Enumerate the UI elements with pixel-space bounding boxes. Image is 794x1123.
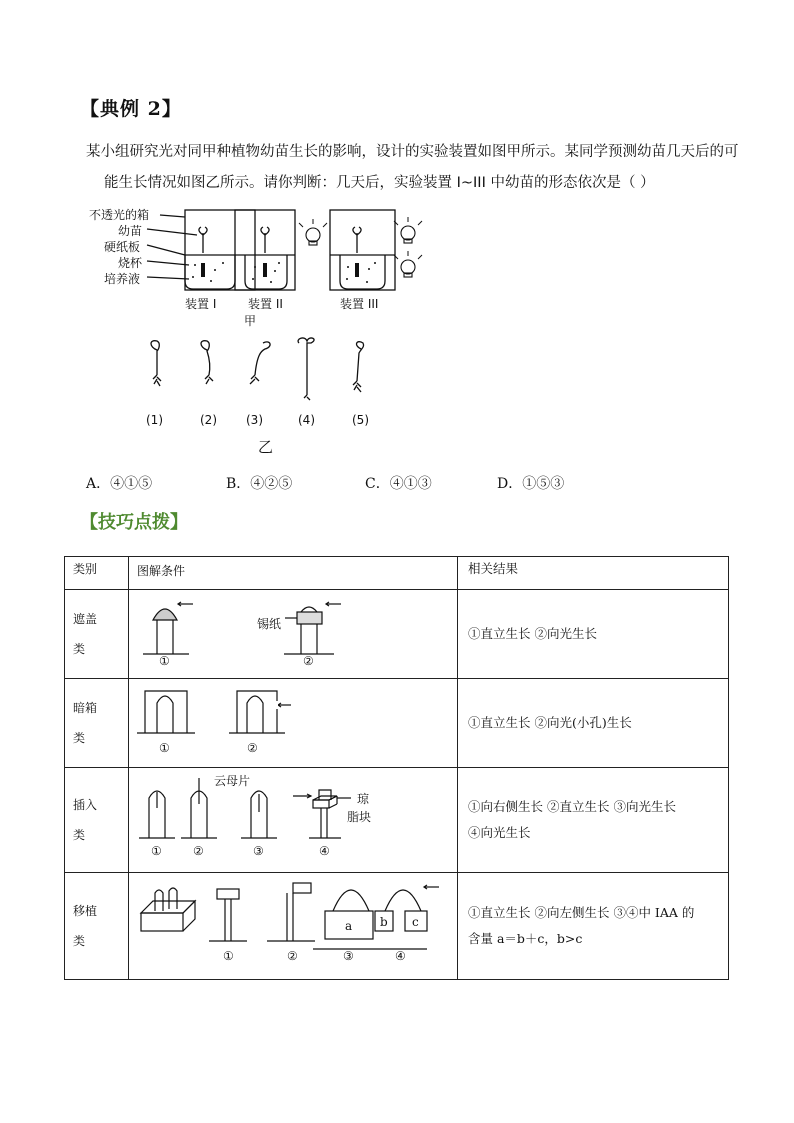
row-category bbox=[65, 873, 129, 980]
header-figure: 图解条件 bbox=[129, 557, 458, 590]
result-line-1: ①直立生长 ②向左侧生长 ③④中 IAA 的 bbox=[468, 905, 695, 920]
table-row bbox=[65, 679, 729, 768]
yi-label-5: (5) bbox=[352, 413, 369, 427]
category-line-1: 遮盖 bbox=[73, 612, 98, 626]
tips-table bbox=[64, 556, 729, 980]
agar-label-2: 脂块 bbox=[347, 810, 372, 824]
agar-label-1: 琼 bbox=[357, 792, 370, 806]
row-figure bbox=[129, 873, 458, 980]
result-line-2: 含量 a＝b＋c，b>c bbox=[468, 931, 583, 946]
block-c-label: c bbox=[412, 915, 419, 929]
row-result bbox=[458, 873, 729, 980]
insert-diagram bbox=[129, 768, 449, 872]
result-line-1: ①直立生长 ②向光生长 bbox=[468, 626, 597, 641]
fig-label: ① bbox=[159, 654, 170, 668]
table-header-row bbox=[65, 557, 729, 590]
result-line-1: ①向右侧生长 ②直立生长 ③向光生长 bbox=[468, 799, 676, 814]
fig-label: ① bbox=[151, 844, 162, 858]
option-d[interactable]: D．①⑤③ bbox=[497, 476, 565, 492]
row-category bbox=[65, 679, 129, 768]
device-1-label: 装置 I bbox=[185, 297, 217, 311]
tinfoil-label: 锡纸 bbox=[257, 617, 282, 631]
example-title: 【典例 2】 bbox=[80, 98, 182, 120]
tips-title: 【技巧点拨】 bbox=[80, 512, 188, 533]
block-b-label: b bbox=[380, 915, 388, 929]
device-2-label: 装置 II bbox=[248, 297, 283, 311]
yi-label-2: (2) bbox=[200, 413, 217, 427]
category-line-2: 类 bbox=[73, 731, 86, 745]
dark-box-diagram bbox=[129, 679, 449, 767]
question-line-2: 能生长情况如图乙所示。请你判断：几天后，实验装置 I~III 中幼苗的形态依次是（ ） bbox=[104, 175, 655, 191]
row-figure bbox=[129, 590, 458, 679]
fig-label: ③ bbox=[253, 844, 264, 858]
label-seedling: 幼苗 bbox=[118, 224, 143, 238]
category-line-2: 类 bbox=[73, 642, 86, 656]
row-result bbox=[458, 768, 729, 873]
result-line-2: ④向光生长 bbox=[468, 825, 531, 840]
label-cardboard: 硬纸板 bbox=[104, 240, 141, 254]
header-category: 类别 bbox=[65, 557, 129, 590]
transplant-diagram bbox=[129, 873, 449, 979]
fig-label: ③ bbox=[343, 949, 354, 963]
fig-label: ② bbox=[193, 844, 204, 858]
category-line-2: 类 bbox=[73, 934, 86, 948]
yi-label-3: (3) bbox=[246, 413, 263, 427]
row-category bbox=[65, 590, 129, 679]
yi-label-1: (1) bbox=[146, 413, 163, 427]
row-result bbox=[458, 679, 729, 768]
option-c[interactable]: C．④①③ bbox=[365, 476, 432, 492]
table-row bbox=[65, 590, 729, 679]
fig-label: ② bbox=[287, 949, 298, 963]
category-line-1: 插入 bbox=[73, 798, 98, 812]
fig-label: ① bbox=[223, 949, 234, 963]
fig-label: ② bbox=[303, 654, 314, 668]
category-line-1: 暗箱 bbox=[73, 701, 98, 715]
row-figure bbox=[129, 768, 458, 873]
label-solution: 培养液 bbox=[104, 272, 141, 286]
row-result bbox=[458, 590, 729, 679]
option-b[interactable]: B．④②⑤ bbox=[226, 476, 293, 492]
question-line-1: 某小组研究光对同甲种植物幼苗生长的影响，设计的实验装置如图甲所示。某同学预测幼苗几天后的可 bbox=[86, 144, 739, 160]
fig-label: ④ bbox=[395, 949, 406, 963]
label-box: 不透光的箱 bbox=[89, 208, 150, 222]
header-result: 相关结果 bbox=[458, 557, 729, 590]
row-category bbox=[65, 768, 129, 873]
category-line-2: 类 bbox=[73, 828, 86, 842]
yi-label-4: (4) bbox=[298, 413, 315, 427]
device-3-label: 装置 III bbox=[340, 297, 379, 311]
fig-label: ① bbox=[159, 741, 170, 755]
option-a[interactable]: A．④①⑤ bbox=[86, 476, 153, 492]
figure-jia-caption: 甲 bbox=[244, 314, 257, 328]
table-row bbox=[65, 768, 729, 873]
figure-yi-caption: 乙 bbox=[258, 438, 274, 456]
result-line-1: ①直立生长 ②向光(小孔)生长 bbox=[468, 715, 632, 730]
row-figure bbox=[129, 679, 458, 768]
figure-yi bbox=[135, 335, 385, 415]
cover-diagram bbox=[129, 590, 449, 678]
block-a-label: a bbox=[345, 919, 353, 933]
label-beaker: 烧杯 bbox=[118, 256, 143, 270]
fig-label: ② bbox=[247, 741, 258, 755]
mica-label: 云母片 bbox=[214, 774, 251, 788]
table-row bbox=[65, 873, 729, 980]
fig-label: ④ bbox=[319, 844, 330, 858]
category-line-1: 移植 bbox=[73, 904, 98, 918]
